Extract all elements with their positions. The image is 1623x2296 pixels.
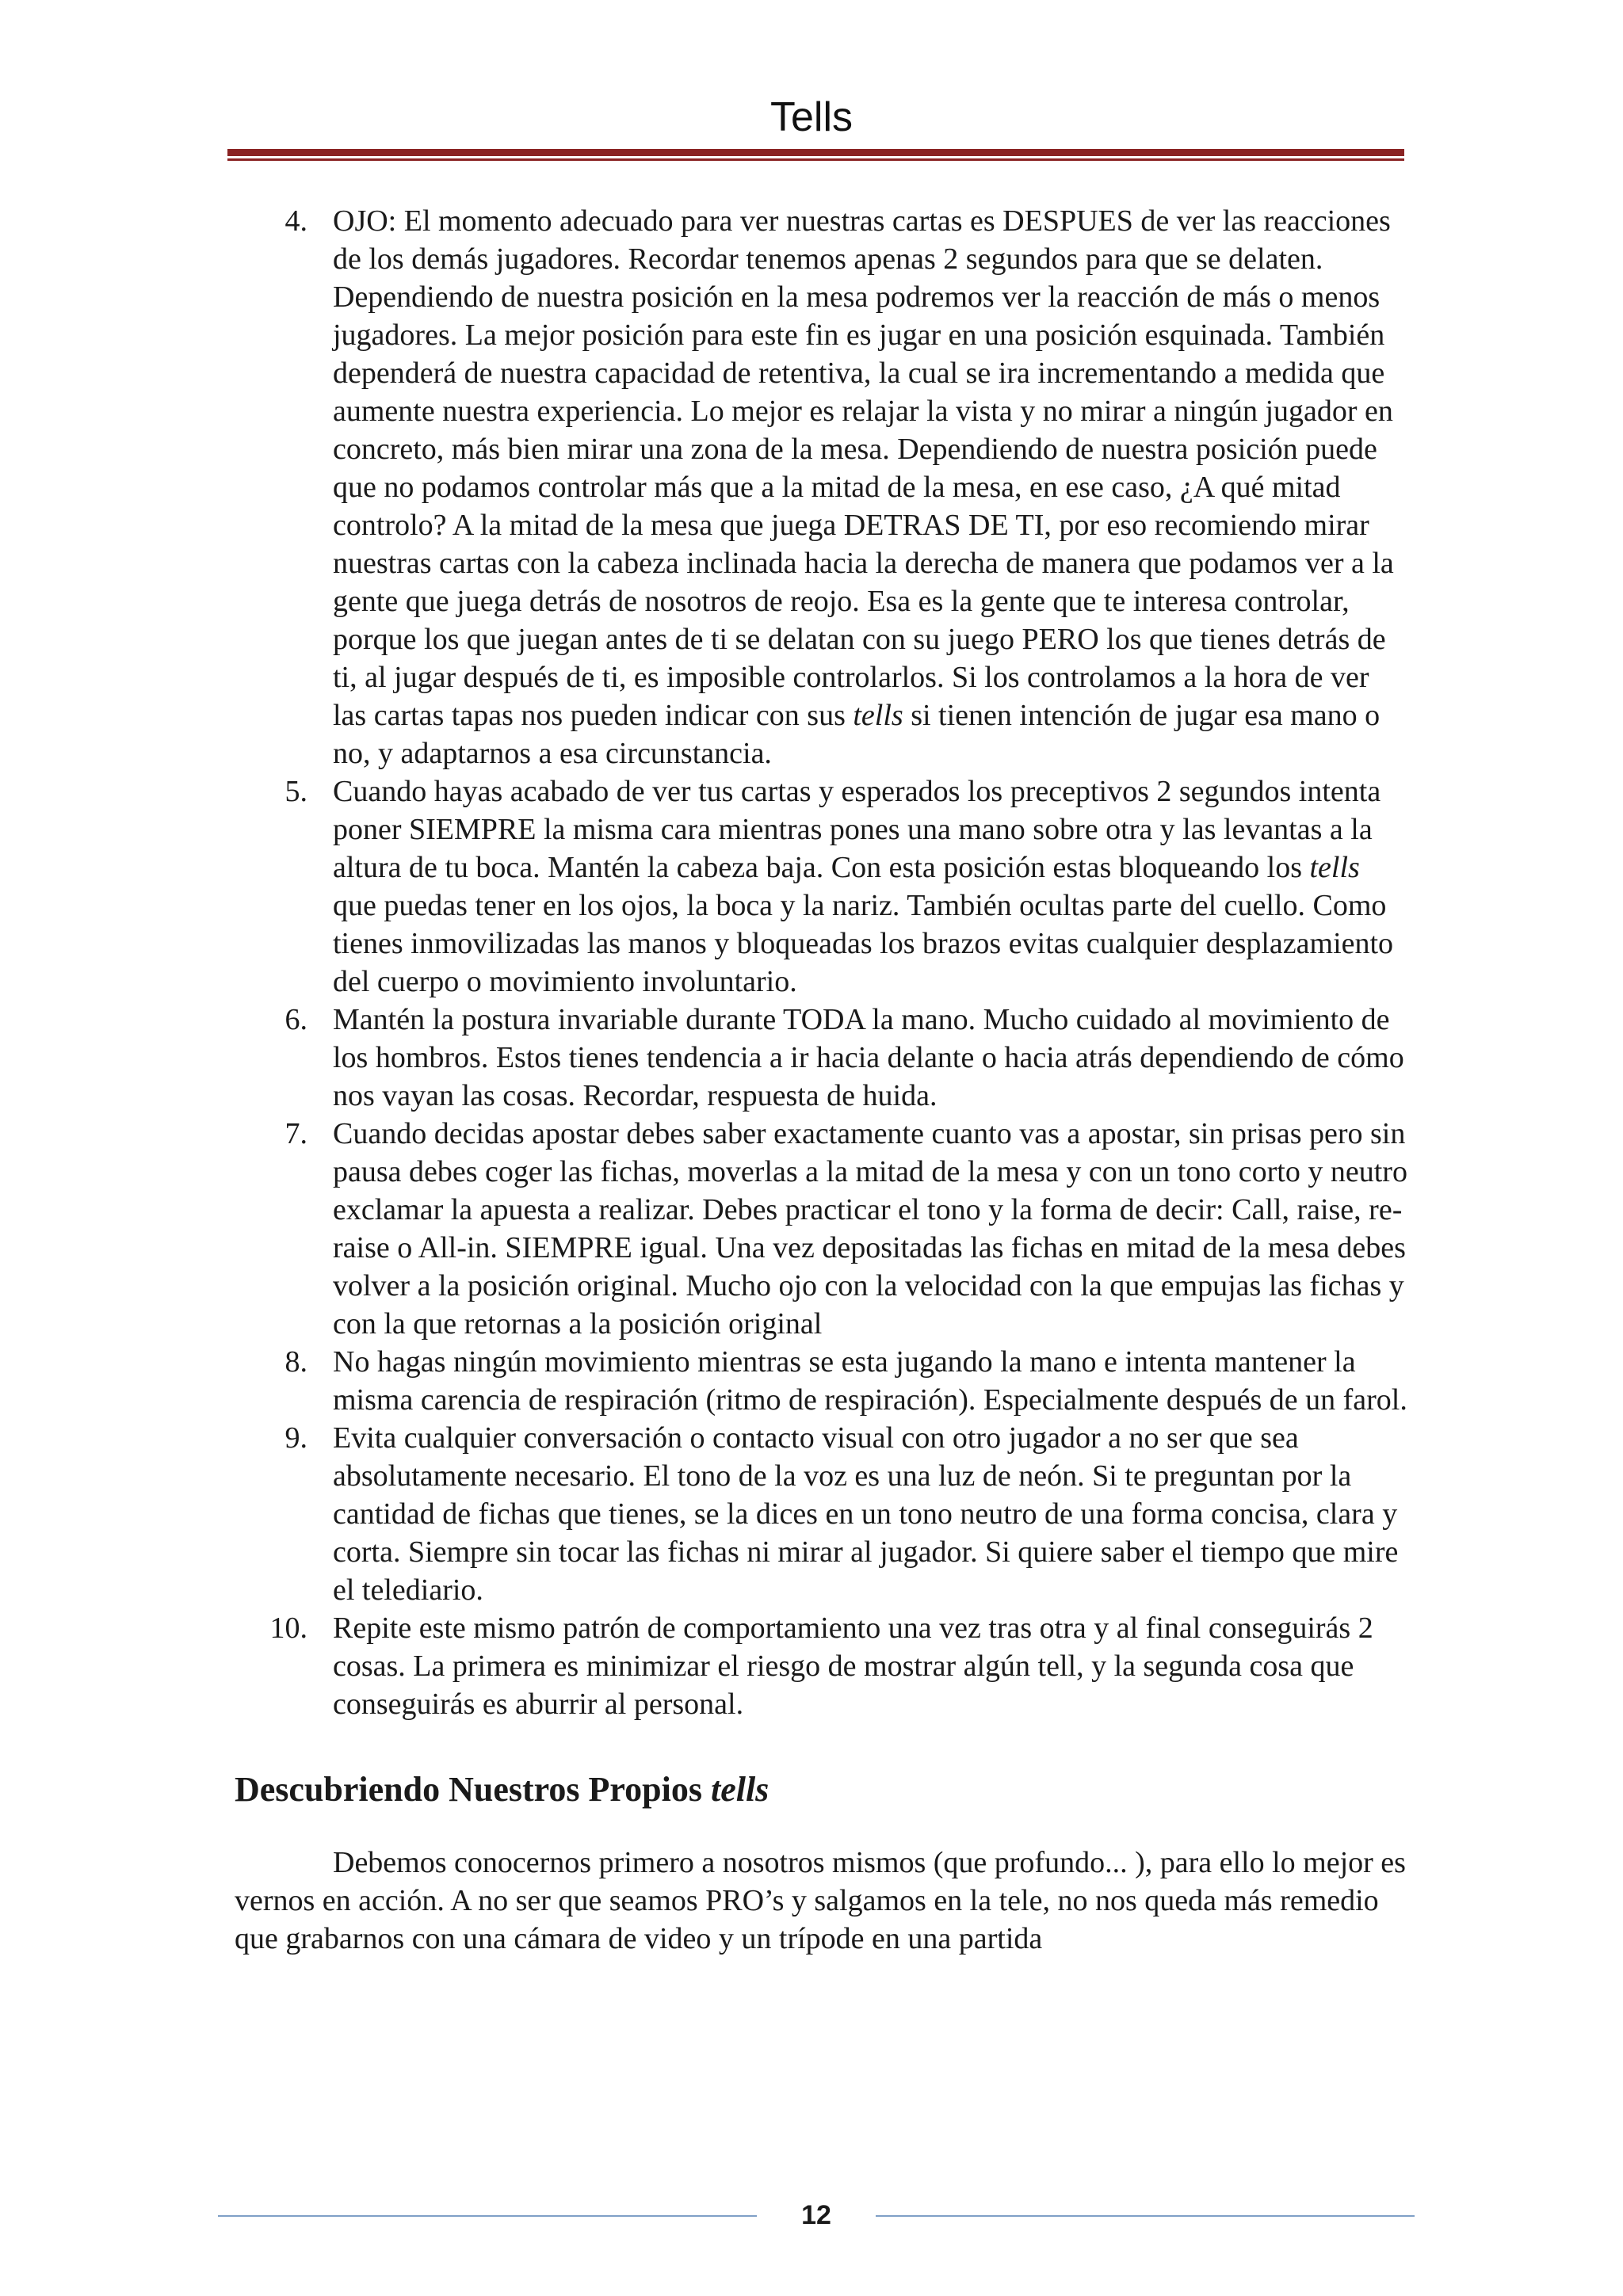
list-item-number: 5. [285, 775, 307, 808]
document-body [235, 202, 1407, 1958]
list-item-text: que puedas tener en los ojos, la boca y la nariz. También ocultas parte del cuello. Como tienes inmovilizadas las manos y bloqueadas los brazos evitas cualquier desplazamiento del cuerpo o movimiento involuntario. [333, 889, 1394, 998]
section-heading-italic: tells [710, 1770, 769, 1809]
list-item [235, 1609, 1407, 1723]
list-item-text: Cuando decidas apostar debes saber exactamente cuanto vas a apostar, sin prisas pero sin pausa debes coger las fichas, moverlas a la mitad de la mesa y con un tono corto y neutro exclamar la apuesta a realizar. Debes practicar el tono y la forma de decir: Call, raise, re-raise o All-in. SIEMPRE igual. Una vez depositadas las fichas en mitad de la mesa debes volver a la posición original. Mucho ojo con la velocidad con la que empujas las fichas y con la que retornas a la posición original [333, 1117, 1407, 1341]
list-item-text: Repite este mismo patrón de comportamiento una vez tras otra y al final conseguirás 2 cosas. La primera es minimizar el riesgo de mostrar algún tell, y la segunda cosa que conseguirás es aburrir al personal. [333, 1611, 1373, 1721]
header-rule-thick [227, 149, 1404, 156]
page-number: 12 [801, 2200, 831, 2230]
list-item-text: OJO: El momento adecuado para ver nuestras cartas es DESPUES de ver las reacciones de los demás jugadores. Recordar tenemos apenas 2 segundos para que se delaten. Dependiendo de nuestra posición en la mesa podremos ver la reacción de más o menos jugadores. La mejor posición para este fin es jugar en una posición esquinada. También dependerá de nuestra capacidad de retentiva, la cual se ira incrementando a medida que aumente nuestra experiencia. Lo mejor es relajar la vista y no mirar a ningún jugador en concreto, más bien mirar una zona de la mesa. Dependiendo de nuestra posición puede que no podamos controlar más que a la mitad de la mesa, en ese caso, ¿A qué mitad controlo? A la mitad de la mesa que juega DETRAS DE TI, por eso recomiendo mirar nuestras cartas con la cabeza inclinada hacia la derecha de manera que podamos ver a la gente que juega detrás de nosotros de reojo. Esa es la gente que te interesa controlar, porque los que juegan antes de ti se delatan con su juego PERO los que tienes detrás de ti, al jugar después de ti, es imposible controlarlos. Si los controlamos a la hora de ver las cartas tapas nos pueden indicar con sus [333, 204, 1394, 732]
body-paragraph: Debemos conocernos primero a nosotros mismos (que profundo... ), para ello lo mejor es vernos en acción. A no ser que seamos PRO’s y salgamos en la tele, no nos queda más remedio que grabarnos con una cámara de video y un trípode en una partida [235, 1846, 1406, 1955]
list-item-number: 4. [285, 204, 307, 238]
list-item [235, 202, 1407, 772]
header-rule-thin [227, 158, 1404, 161]
list-item-italic-term: tells [1309, 851, 1360, 884]
section-heading [235, 1769, 1407, 1810]
list-item-italic-term: tells [853, 699, 903, 732]
list-item-number: 8. [285, 1345, 307, 1379]
list-item-text: Evita cualquier conversación o contacto visual con otro jugador a no ser que sea absolutamente necesario. El tono de la voz es una luz de neón. Si te preguntan por la cantidad de fichas que tienes, se la dices en un tono neutro de una forma concisa, clara y corta. Siempre sin tocar las fichas ni mirar al jugador. Si quiere saber el tiempo que mire el telediario. [333, 1421, 1399, 1607]
list-item [235, 1115, 1407, 1343]
section-heading-text: Descubriendo Nuestros Propios [235, 1770, 711, 1809]
list-item [235, 1001, 1407, 1115]
header-rule [227, 149, 1404, 161]
list-item-text: Cuando hayas acabado de ver tus cartas y esperados los preceptivos 2 segundos intenta poner SIEMPRE la misma cara mientras pones una mano sobre otra y las levantas a la altura de tu boca. Mantén la cabeza baja. Con esta posición estas bloqueando los [333, 775, 1381, 884]
list-item-number: 10. [269, 1611, 307, 1645]
list-item-text: No hagas ningún movimiento mientras se esta jugando la mano e intenta mantener la misma carencia de respiración (ritmo de respiración). Especialmente después de un farol. [333, 1345, 1407, 1417]
list-item [235, 1343, 1407, 1419]
list-item-number: 9. [285, 1421, 307, 1455]
list-item-text: Mantén la postura invariable durante TODA la mano. Mucho cuidado al movimiento de los hombros. Estos tienes tendencia a ir hacia delante o hacia atrás dependiendo de cómo nos vayan las cosas. Recordar, respuesta de huida. [333, 1003, 1404, 1112]
page-footer [218, 2196, 1415, 2234]
list-item-text: si tienen intención de jugar esa mano o no, y adaptarnos a esa circunstancia. [333, 699, 1381, 770]
list-item-number: 6. [285, 1003, 307, 1036]
list-item [235, 772, 1407, 1001]
list-item [235, 1419, 1407, 1609]
page-header-title: Tells [769, 94, 854, 140]
numbered-list [235, 202, 1407, 1723]
footer-rule-right [876, 2215, 1415, 2217]
list-item-number: 7. [285, 1117, 307, 1150]
